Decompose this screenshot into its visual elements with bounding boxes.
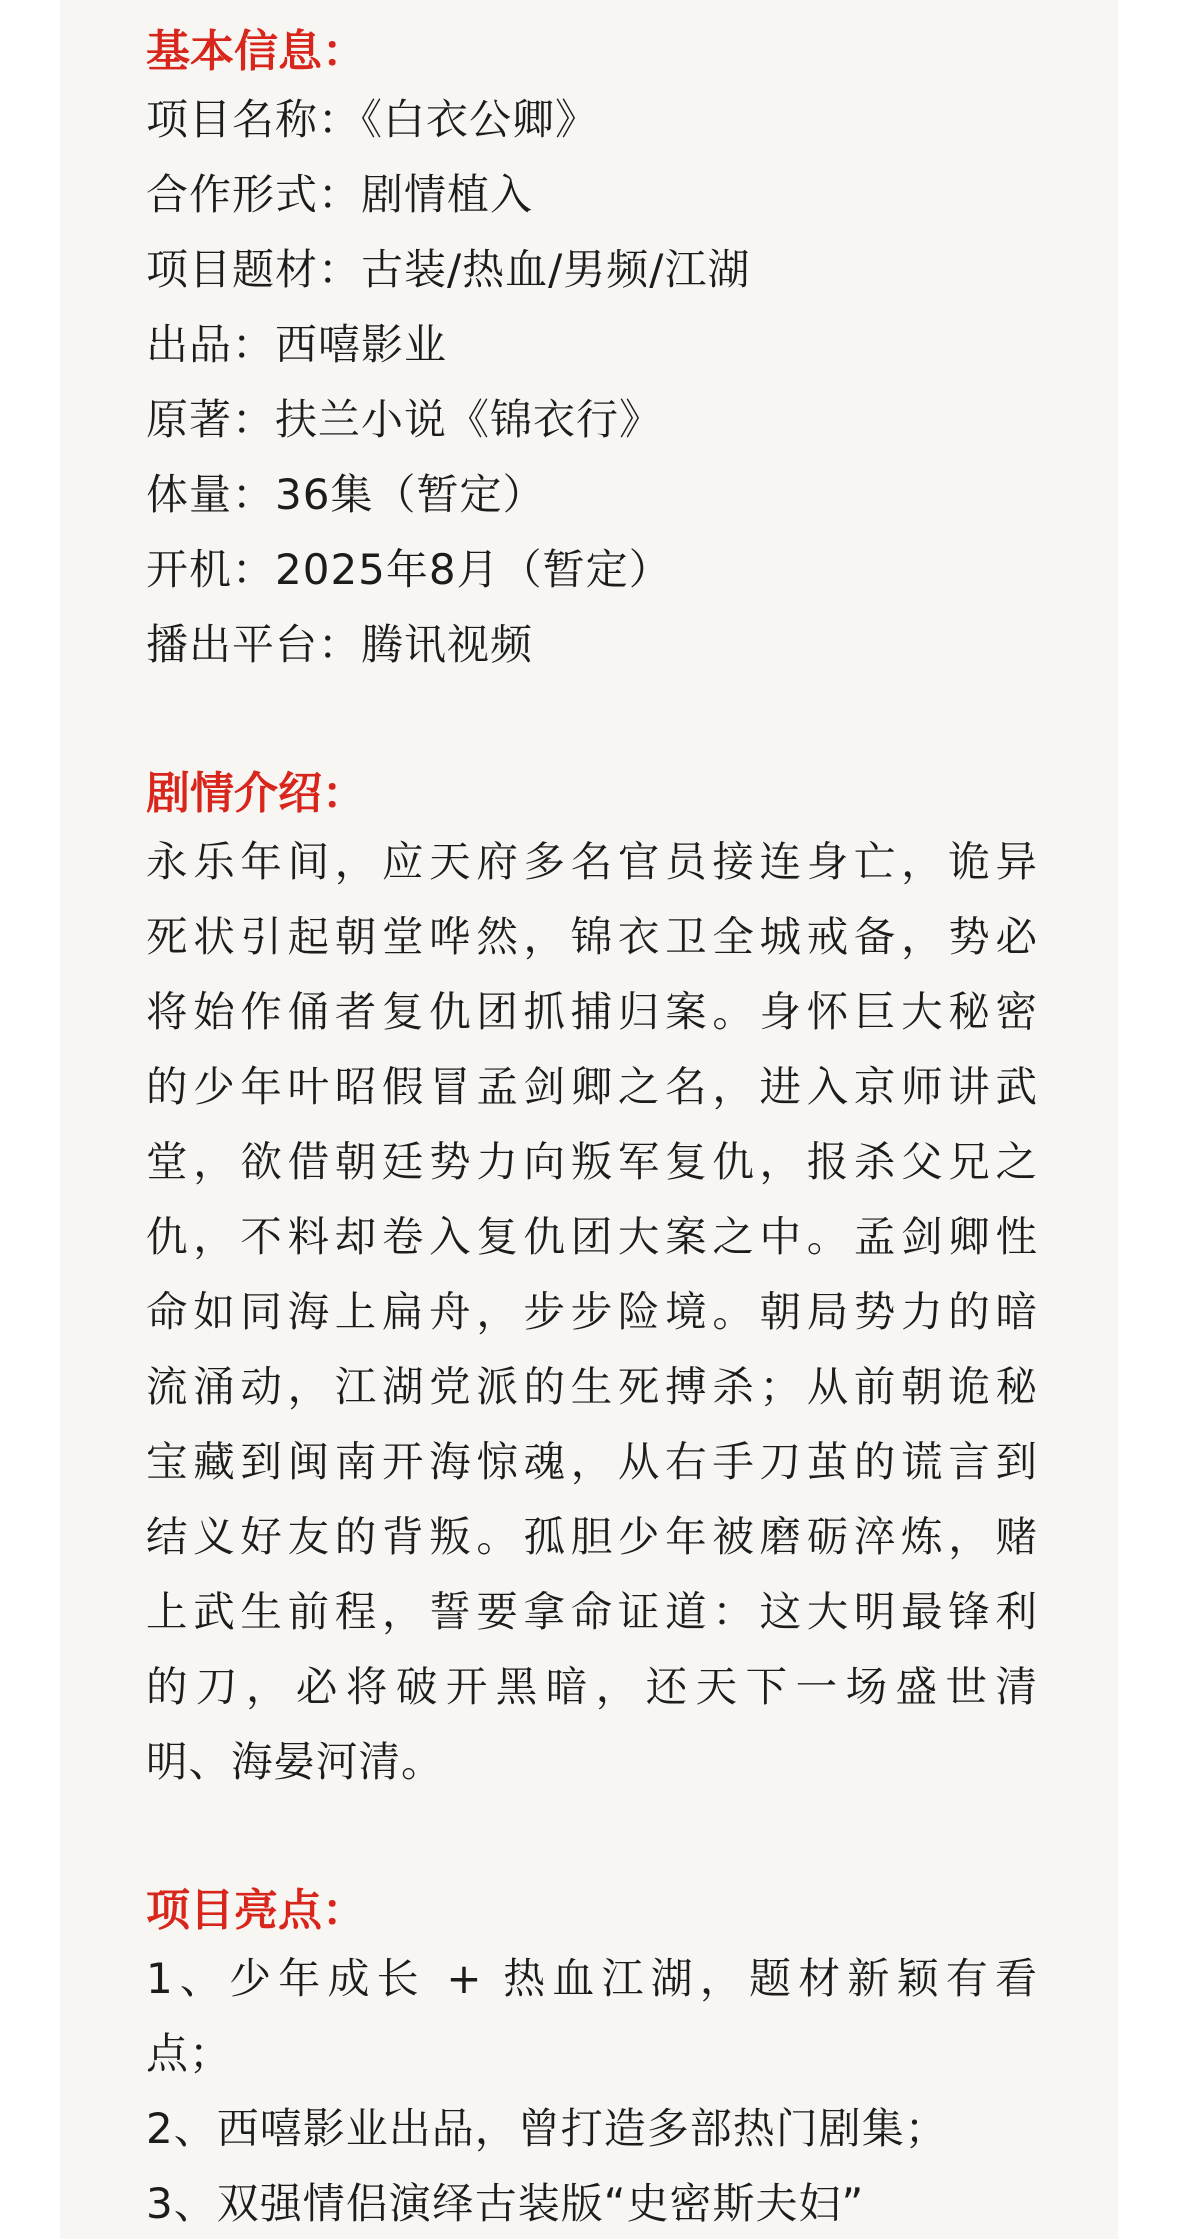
info-original-novel: 原著：扶兰小说《锦衣行》 [146, 395, 663, 444]
plot-line: 命如同海上扁舟，步步险境。朝局势力的暗 [146, 1287, 1038, 1336]
info-producer: 出品：西嘻影业 [146, 320, 448, 369]
section-spacer [146, 1799, 1038, 1881]
plot-line: 宝藏到闽南开海惊魂，从右手刀茧的谎言到 [146, 1437, 1038, 1486]
plot-line: 明、海晏河清。 [146, 1737, 444, 1786]
plot-line: 的少年叶昭假冒孟剑卿之名，进入京师讲武 [146, 1062, 1038, 1111]
info-platform: 播出平台：腾讯视频 [146, 620, 534, 669]
plot-line: 仇，不料却卷入复仇团大案之中。孟剑卿性 [146, 1212, 1038, 1261]
basic-info-heading: 基本信息： [146, 26, 366, 77]
plot-heading: 剧情介绍： [146, 768, 366, 819]
highlight-item: 1、少年成长 + 热血江湖，题材新颖有看 [146, 1954, 1038, 2003]
info-shooting-start: 开机：2025年8月（暂定） [146, 545, 672, 594]
info-project-name: 项目名称：《白衣公卿》 [146, 95, 599, 144]
plot-section [146, 764, 1038, 1799]
plot-line: 将始作俑者复仇团抓捕归案。身怀巨大秘密 [146, 987, 1038, 1036]
info-episodes: 体量：36集（暂定） [146, 470, 546, 519]
highlight-item-continuation: 点； [146, 2029, 233, 2078]
plot-line: 堂，欲借朝廷势力向叛军复仇，报杀父兄之 [146, 1137, 1038, 1186]
plot-line: 流涌动，江湖党派的生死搏杀；从前朝诡秘 [146, 1362, 1038, 1411]
plot-line: 上武生前程，誓要拿命证道：这大明最锋利 [146, 1587, 1038, 1636]
plot-paragraph [146, 824, 1038, 1799]
basic-info-section [146, 22, 1038, 682]
highlights-section [146, 1881, 1038, 2239]
info-cooperation-form: 合作形式：剧情植入 [146, 170, 534, 219]
plot-line: 死状引起朝堂哗然，锦衣卫全城戒备，势必 [146, 912, 1038, 961]
section-spacer [146, 682, 1038, 764]
plot-line: 结义好友的背叛。孤胆少年被磨砺淬炼，赌 [146, 1512, 1038, 1561]
info-genre: 项目题材：古装/热血/男频/江湖 [146, 245, 751, 294]
highlights-list [146, 1941, 1038, 2239]
article-content [146, 22, 1038, 2239]
highlight-item: 3、双强情侣演绎古装版“史密斯夫妇” [146, 2179, 865, 2228]
plot-line: 的刀，必将破开黑暗，还天下一场盛世清 [146, 1662, 1038, 1711]
plot-line: 永乐年间，应天府多名官员接连身亡，诡异 [146, 837, 1038, 886]
highlights-heading: 项目亮点： [146, 1885, 366, 1936]
highlight-item: 2、西嘻影业出品，曾打造多部热门剧集； [146, 2104, 948, 2153]
